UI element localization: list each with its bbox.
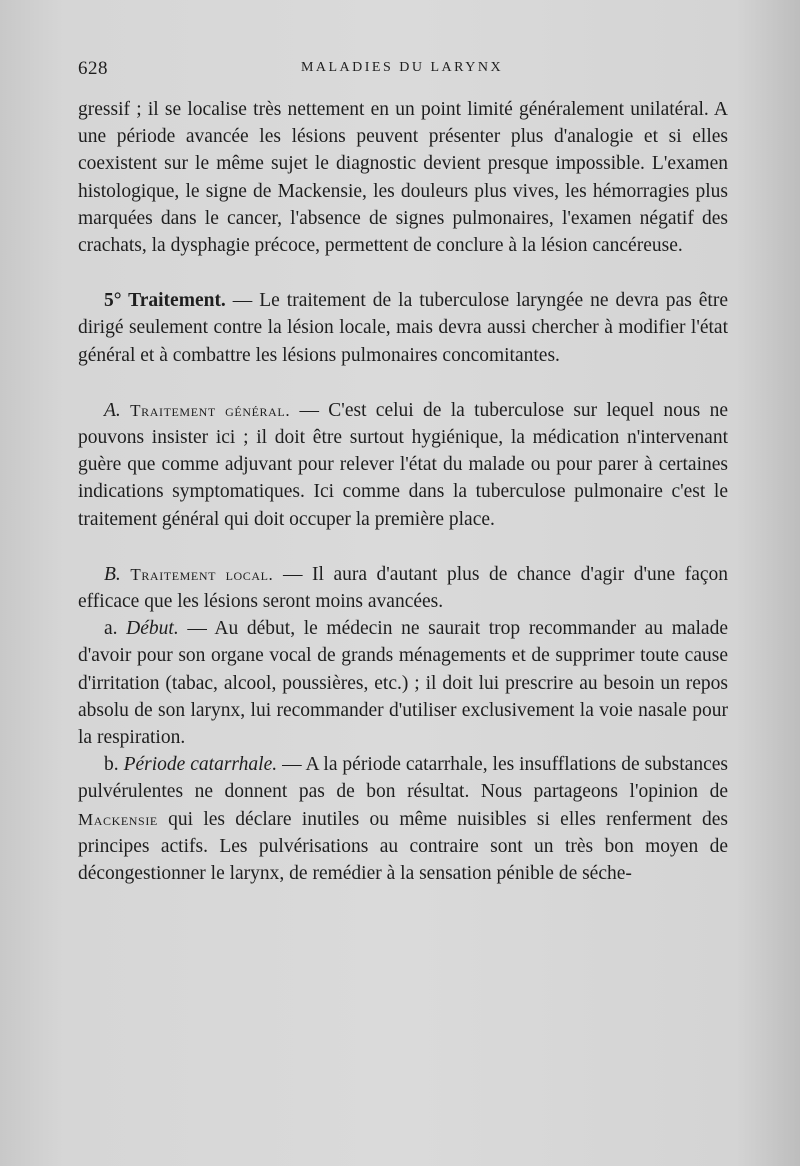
paragraph-catarrhale-text-1: — A la période catarrhale, les insufflations de substances pulvérulentes ne donnent pas de bon résultat. Nous partageons l'opinion de xyxy=(78,754,728,803)
item-title-debut: Début. xyxy=(126,618,179,640)
paragraph-debut-text: — Au début, le médecin ne saurait trop recommander au malade d'avoir pour son organe vocal de grands ménagements et de supprimer toute cause d'irritation (tabac, alcool, poussières, etc.) ; il doit lui prescrire au besoin un repos absolu de son larynx, lui recommander d'utiliser exclusivement la voie nasale pour la respiration. xyxy=(78,618,728,749)
item-title-catarrhale: Période catarrhale. xyxy=(123,754,278,776)
page-header xyxy=(78,58,726,88)
running-title: MALADIES DU LARYNX xyxy=(300,60,504,75)
paragraph-general-text: — C'est celui de la tuberculose sur lequel nous ne pouvons insister ici ; il doit être surtout hygiénique, la médication n'intervenant guère que comme adjuvant pour relever l'état du malade ou pour parer à certaines indications symptomatiques. Ici comme dans la tuberculose pulmonaire c'est le traitement général qui doit occuper la première place. xyxy=(78,399,728,530)
paragraph-catarrhale xyxy=(78,751,728,887)
page-number: 628 xyxy=(78,58,108,79)
subsection-title-general: Traitement général. xyxy=(130,400,291,420)
item-label-b: b. xyxy=(104,754,124,776)
subsection-letter-a: A. xyxy=(104,399,121,421)
paragraph-traitement-local xyxy=(78,561,728,615)
body-text xyxy=(78,96,728,887)
subsection-title-local: Traitement local. xyxy=(130,564,274,584)
paragraph-traitement xyxy=(78,287,728,369)
author-name: Mackensie xyxy=(78,809,158,829)
paragraph-debut xyxy=(78,615,728,751)
paragraph-continuation: gressif ; il se localise très nettement en un point limité généralement unilatéral. A une période avancée les lésions peuvent présenter plus d'analogie et si elles coexistent sur le même sujet le diagnostic devient presque impossible. L'examen histologique, le signe de Mackensie, les douleurs plus vives, les hémorragies plus marquées dans le cancer, l'absence de signes pulmonaires, l'examen négatif des crachats, la dysphagie précoce, permettent de conclure à la lésion cancéreuse. xyxy=(78,99,728,257)
paragraph-traitement-general xyxy=(78,397,728,533)
paragraph-catarrhale-text-2: qui les déclare inutiles ou même nuisibles si elles renferment des principes actifs. Les pulvérisations au contraire sont un très bon moyen de décongestionner le larynx, de remédier à la sensation pénible de séche- xyxy=(78,808,728,885)
section-heading-traitement: 5° Traitement. xyxy=(104,290,226,312)
subsection-letter-b: B. xyxy=(104,563,121,585)
item-label-a: a. xyxy=(104,618,127,640)
paragraph-traitement-text: — Le traitement de la tuberculose laryngée ne devra pas être dirigé seulement contre la lésion locale, mais devra aussi chercher à modifier l'état général et à combattre les lésions pulmonaires concomitantes. xyxy=(78,290,728,366)
paragraph-local-text: — Il aura d'autant plus de chance d'agir d'une façon efficace que les lésions seront moins avancées. xyxy=(78,563,729,613)
